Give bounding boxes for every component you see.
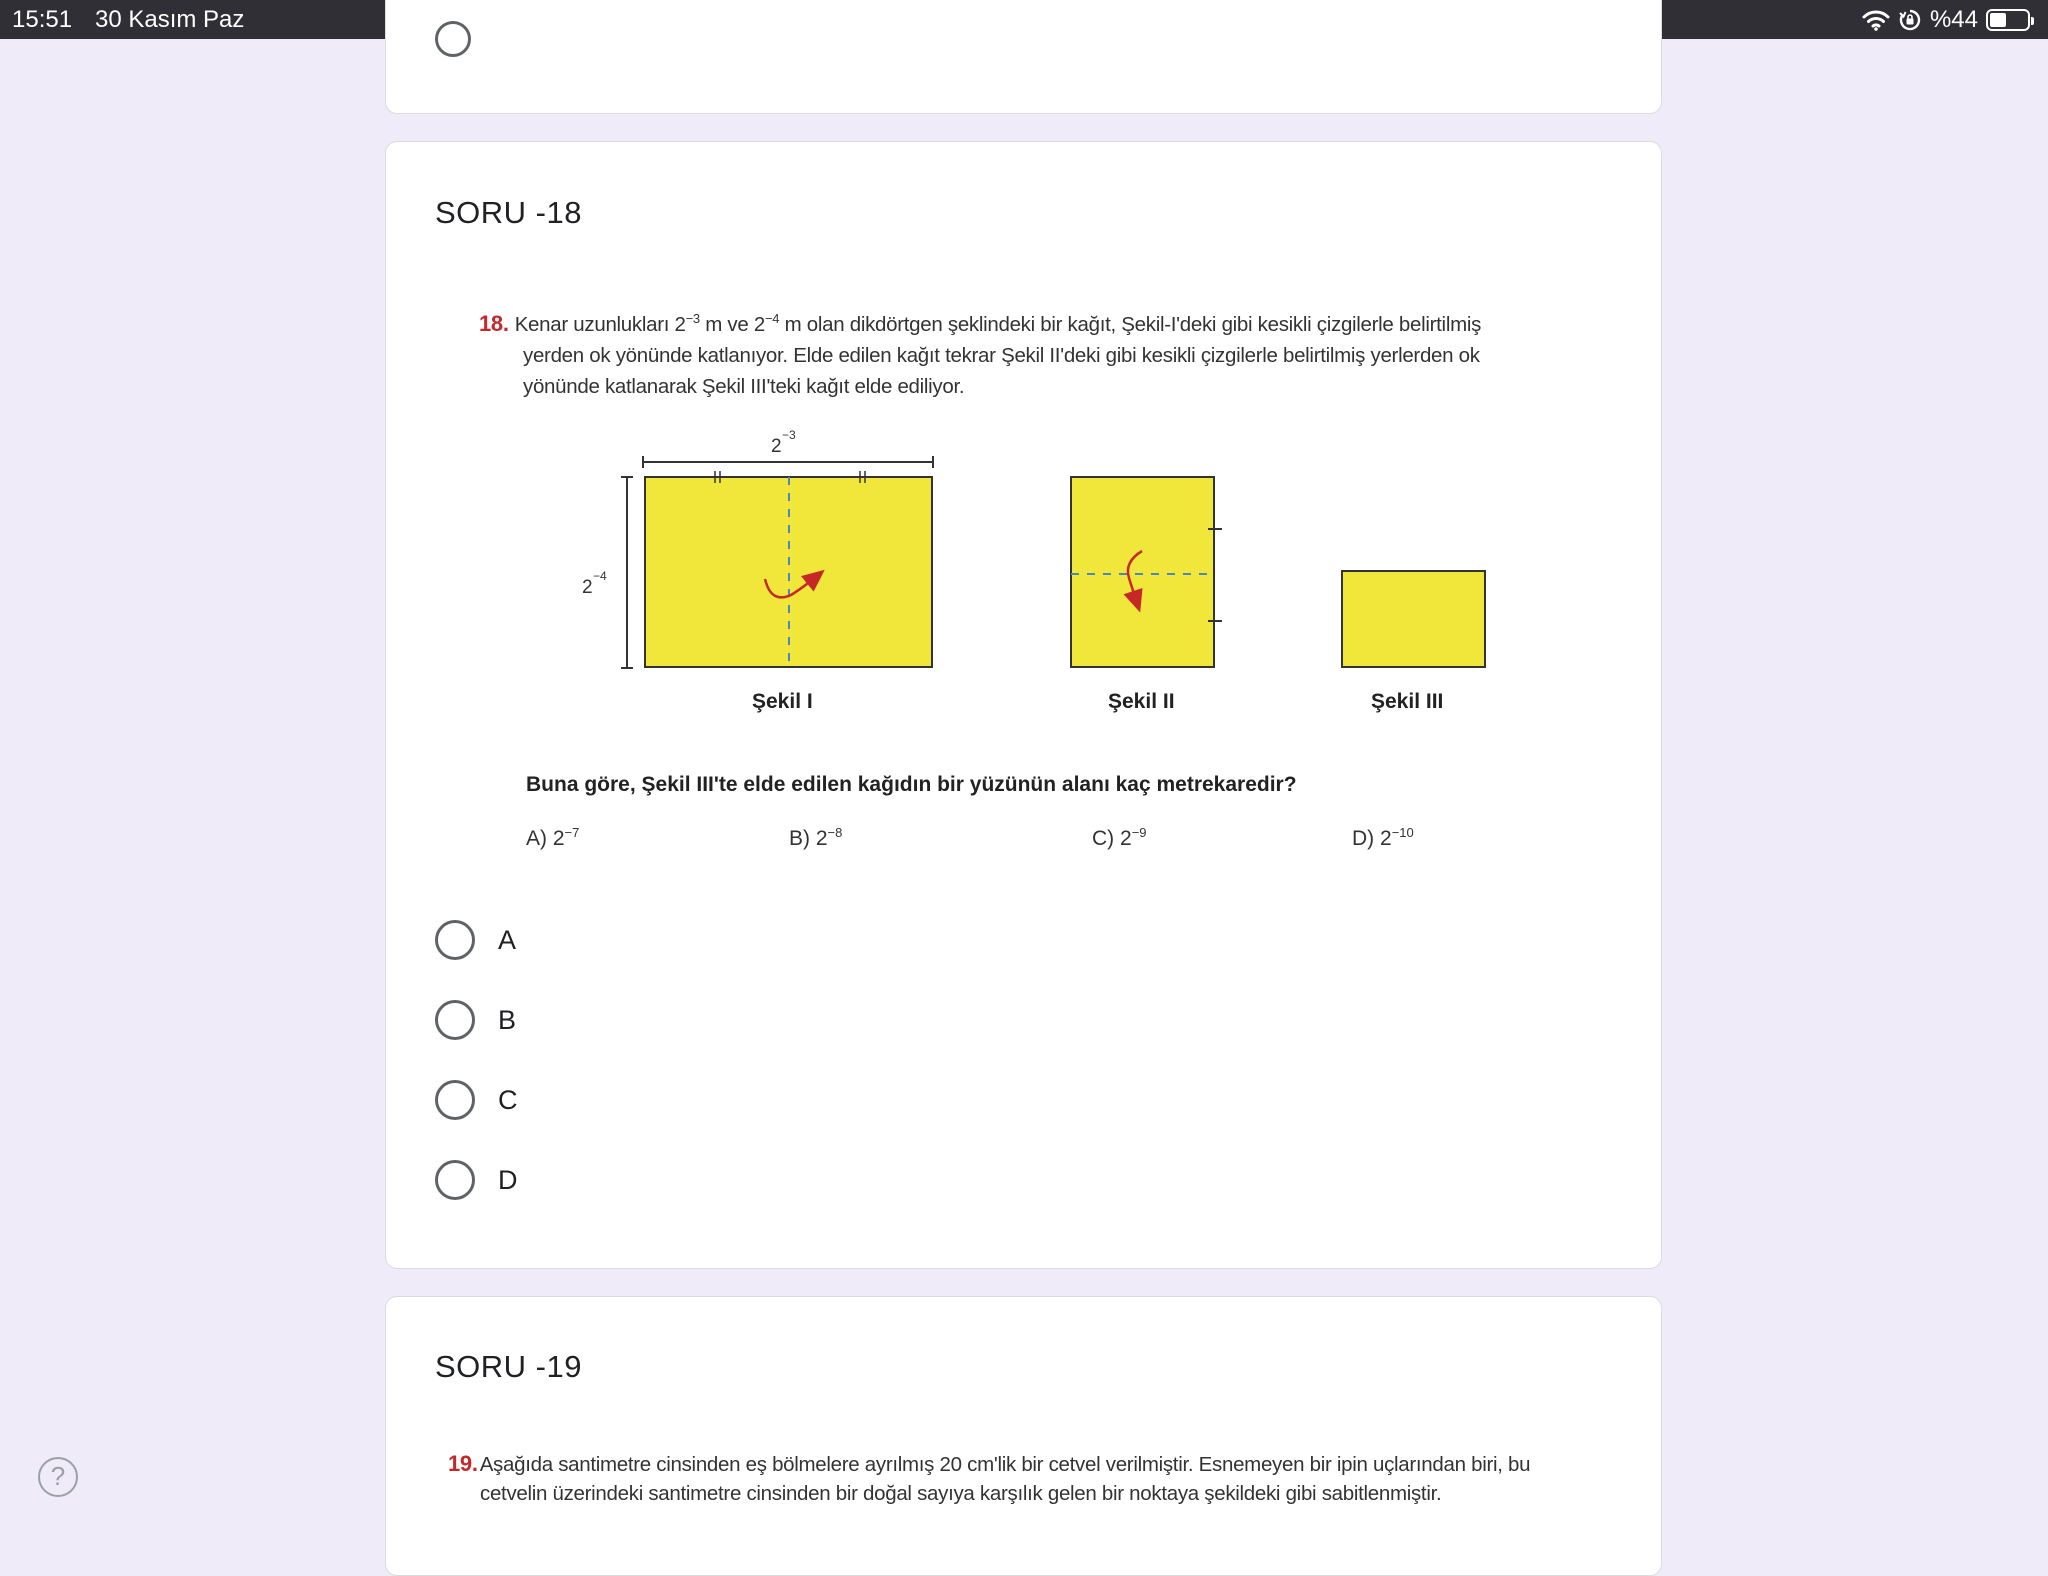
height-label-exp: −4: [593, 569, 607, 583]
paper-rectangle-2: [1071, 477, 1214, 667]
folding-figure: [386, 142, 1663, 762]
problem-text-part: m olan dikdörtgen şeklindeki bir kağıt, Şekil-I'deki gibi kesikli çizgilerle belirtilmiş: [779, 312, 1482, 336]
question-card-18: [385, 141, 1662, 1269]
status-date: 30 Kasım Paz: [95, 6, 245, 33]
problem-text-line: cetvelin üzerindeki santimetre cinsinden bir doğal sayıya karşılık gelen bir noktaya şekildeki gibi sabitlenmiştir.: [480, 1482, 1442, 1505]
problem-text-line: yerden ok yönünde katlanıyor. Elde edilen kağıt tekrar Şekil II'deki gibi kesikli çizgilerle belirtilmiş yerlerden ok: [523, 343, 1480, 367]
figure-label-2: Şekil II: [1108, 690, 1175, 713]
question-title: SORU -19: [435, 1349, 582, 1384]
problem-text-line: Aşağıda santimetre cinsinden eş bölmelere ayrılmış 20 cm'lik bir cetvel verilmiştir. Esnemeyen bir ipin uçlarından biri, bu: [479, 1453, 1531, 1476]
problem-text-part: m ve 2: [699, 312, 765, 336]
paper-rectangle-3: [1342, 571, 1485, 667]
radio-button-b[interactable]: [435, 1000, 475, 1040]
help-button[interactable]: ?: [38, 1457, 78, 1497]
exponent: −7: [564, 825, 580, 840]
problem-text: [448, 1449, 1628, 1508]
orientation-lock-icon: [1898, 8, 1922, 32]
radio-button-d[interactable]: [435, 1160, 475, 1200]
figure-3: [1342, 571, 1485, 713]
radio-button-a[interactable]: [435, 920, 475, 960]
choice-text: B) 2: [789, 827, 828, 850]
battery-icon: [1986, 9, 2030, 31]
exponent: −9: [1131, 825, 1147, 840]
choice-a: [526, 825, 579, 851]
choice-b: [789, 825, 842, 851]
option-d[interactable]: [435, 1160, 518, 1200]
width-label-exp: −3: [782, 428, 796, 442]
question-title: SORU -18: [435, 195, 582, 230]
question-card-19: [385, 1296, 1662, 1576]
radio-button-c[interactable]: [435, 1080, 475, 1120]
question-prompt: Buna göre, Şekil III'te elde edilen kağıdın bir yüzünün alanı kaç metrekaredir?: [526, 773, 1297, 796]
radio-button[interactable]: [435, 21, 471, 57]
height-label: 2: [582, 577, 593, 598]
exponent: −8: [827, 825, 843, 840]
choice-text: C) 2: [1092, 827, 1132, 850]
status-right: [1862, 5, 2030, 35]
option-label[interactable]: D: [498, 1164, 518, 1195]
choice-c: [1092, 825, 1147, 851]
exponent: −3: [685, 311, 700, 326]
width-label: 2: [771, 436, 782, 457]
option-a[interactable]: [435, 920, 516, 960]
battery-percent: %44: [1929, 6, 1978, 33]
choice-d: [1352, 825, 1414, 851]
option-b[interactable]: [435, 1000, 516, 1040]
figure-label-3: Şekil III: [1371, 690, 1444, 713]
previous-question-card: [385, 0, 1662, 114]
option-label[interactable]: A: [498, 924, 517, 955]
figure-label-1: Şekil I: [752, 690, 813, 713]
status-time: 15:51: [12, 6, 73, 33]
choice-text: A) 2: [526, 827, 565, 850]
problem-text-part: Kenar uzunlukları 2: [514, 312, 686, 336]
problem-number: 18.: [479, 310, 509, 336]
exponent: −10: [1391, 825, 1414, 840]
problem-text-line: yönünde katlanarak Şekil III'teki kağıt elde ediliyor.: [523, 374, 965, 398]
option-label[interactable]: C: [498, 1084, 518, 1115]
figure-1: [582, 428, 933, 713]
wifi-icon: [1862, 9, 1890, 31]
option-label[interactable]: B: [498, 1004, 517, 1035]
option-c[interactable]: [435, 1080, 518, 1120]
exponent: −4: [764, 311, 780, 326]
figure-2: [1071, 477, 1222, 713]
problem-number: 19.: [448, 1451, 478, 1476]
choice-text: D) 2: [1352, 827, 1392, 850]
